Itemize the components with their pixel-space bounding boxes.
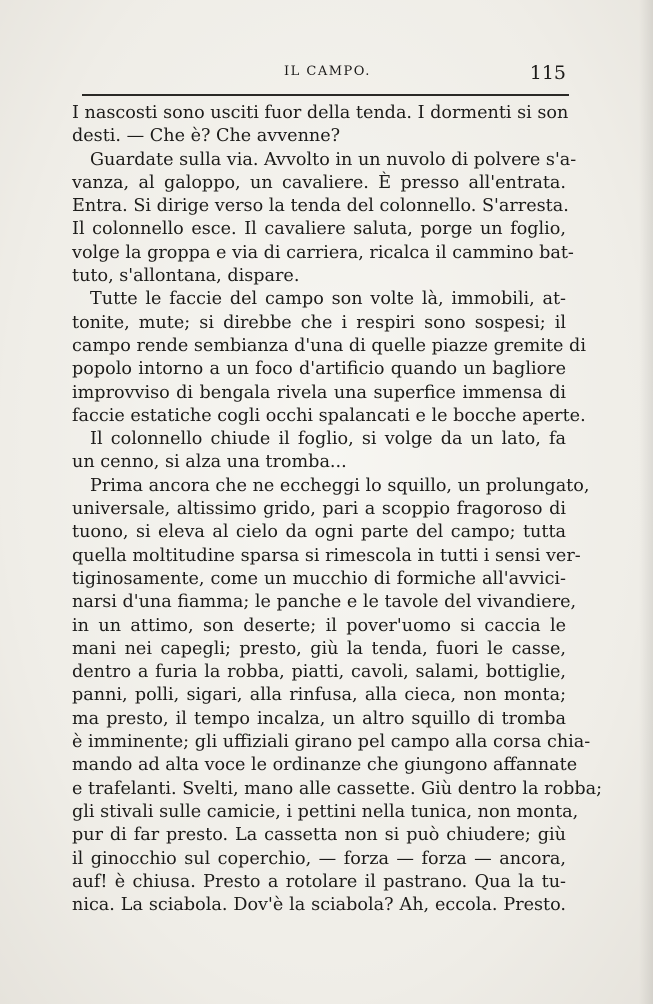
text-line: universale, altissimo grido, pari a scoppio fragoroso di [72, 499, 566, 520]
text-line: volge la groppa e via di carriera, ricalca il cammino bat- [72, 242, 574, 263]
text-line: quella moltitudine sparsa si rimescola in tutti i sensi ver- [72, 545, 581, 566]
text-line: tuto, s'allontana, dispare. [72, 266, 300, 287]
text-line: tiginosamente, come un mucchio di formiche all'avvici- [72, 568, 566, 589]
text-line: vanza, al galoppo, un cavaliere. È presso all'entrata. [72, 172, 566, 193]
text-line: improvviso di bengala rivela una superfice immensa di [72, 382, 566, 403]
text-line: mando ad alta voce le ordinanze che giungono affannate [72, 755, 578, 776]
page-number: 115 [529, 62, 566, 84]
text-line: ma presto, il tempo incalza, un altro squillo di tromba [72, 708, 566, 729]
text-line: auf! è chiusa. Presto a rotolare il pastrano. Qua la tu- [72, 871, 566, 892]
text-line: mani nei capegli; presto, giù la tenda, fuori le casse, [72, 638, 566, 659]
text-line: nica. La sciabola. Dov'è la sciabola? Ah, eccola. Presto. [72, 895, 566, 916]
text-line: gli stivali sulle camicie, i pettini nella tunica, non monta, [72, 801, 579, 822]
text-line: dentro a furia la robba, piatti, cavoli, salami, bottiglie, [72, 662, 566, 683]
text-line: è imminente; gli uffiziali girano pel campo alla corsa chia- [72, 732, 591, 753]
text-line: faccie estatiche cogli occhi spalancati e le bocche aperte. [72, 405, 586, 426]
text-line: Tutte le faccie del campo son volte là, immobili, at- [90, 289, 566, 310]
text-line: desti. — Che è? Che avvenne? [72, 126, 341, 147]
text-line: Guardate sulla via. Avvolto in un nuvolo di polvere s'a- [90, 149, 577, 170]
text-line: Prima ancora che ne eccheggi lo squillo, un prolungato, [90, 475, 590, 496]
text-line: panni, polli, sigari, alla rinfusa, alla cieca, non monta; [72, 685, 566, 706]
text-line: Entra. Si dirige verso la tenda del colonnello. S'arresta. [72, 196, 569, 217]
text-line: e trafelanti. Svelti, mano alle cassette. Giù dentro la robba; [72, 778, 603, 799]
text-line: il ginocchio sul coperchio, — forza — forza — ancora, [72, 848, 566, 869]
text-line: pur di far presto. La cassetta non si può chiudere; giù [72, 825, 566, 846]
text-line: Il colonnello chiude il foglio, si volge da un lato, fa [90, 429, 566, 450]
text-line: campo rende sembianza d'una di quelle piazze gremite di [72, 335, 586, 356]
text-line: tonite, mute; si direbbe che i respiri sono sospesi; il [72, 312, 566, 333]
text-line: in un attimo, son deserte; il pover'uomo si caccia le [72, 615, 566, 636]
body-text [72, 102, 603, 917]
text-line: narsi d'una fiamma; le panche e le tavole del vivandiere, [72, 592, 577, 613]
text-line: un cenno, si alza una tromba... [72, 452, 347, 473]
text-line: tuono, si eleva al cielo da ogni parte del campo; tutta [72, 522, 566, 543]
text-line: Il colonnello esce. Il cavaliere saluta, porge un foglio, [72, 219, 566, 240]
text-line: I nascosti sono usciti fuor della tenda. I dormenti si son [72, 103, 569, 123]
page-header [82, 62, 570, 92]
page-edge-shadow [639, 0, 653, 1004]
text-line: popolo intorno a un foco d'artificio quando un bagliore [72, 359, 566, 380]
header-rule [82, 94, 569, 96]
running-title: IL CAMPO. [284, 64, 371, 79]
